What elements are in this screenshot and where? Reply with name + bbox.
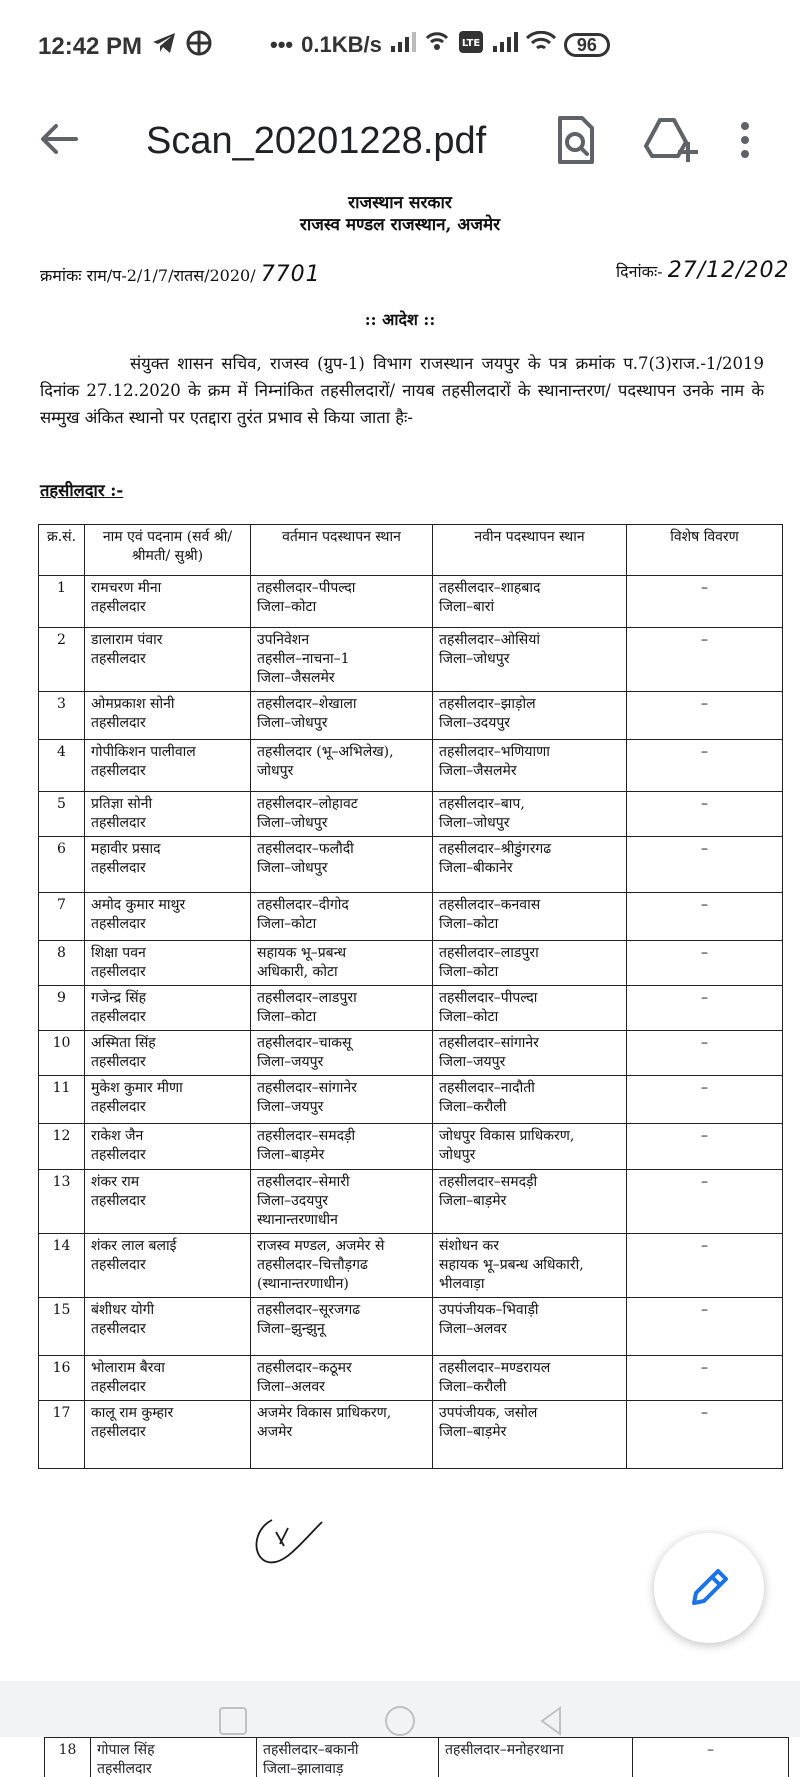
cell-sno: 7 [39, 893, 85, 941]
cell-name: ओमप्रकाश सोनी तहसीलदार [85, 692, 251, 740]
cell-name: भोलाराम बैरवा तहसीलदार [85, 1356, 251, 1401]
cell-remarks: – [627, 1234, 783, 1298]
cell-current: तहसीलदार–दीगोद जिला–कोटा [251, 893, 433, 941]
transfer-table [38, 524, 783, 1469]
table-row [39, 1076, 783, 1124]
more-vert-icon [730, 110, 760, 170]
table-row [39, 692, 783, 740]
status-time: 12:42 PM [38, 32, 143, 60]
find-in-page-icon [548, 110, 602, 170]
status-bar [0, 0, 800, 96]
document-title: Scan_20201228.pdf [146, 120, 487, 162]
cell-current: तहसीलदार–बकानी जिला–झालावाड़ [257, 1738, 439, 1777]
cell-new: तहसीलदार–भणियाणा जिला–जैसलमेर [433, 740, 627, 792]
cell-current: तहसीलदार–पीपल्दा जिला–कोटा [251, 576, 433, 628]
cell-current: तहसीलदार–लोहावट जिला–जोधपुर [251, 792, 433, 837]
telegram-icon [152, 32, 176, 61]
cell-remarks: – [627, 628, 783, 692]
status-left [38, 30, 212, 63]
table-row [39, 941, 783, 986]
cell-new: तहसीलदार–सांगानेर जिला–जयपुर [433, 1031, 627, 1076]
cell-new: तहसीलदार–लाडपुरा जिला–कोटा [433, 941, 627, 986]
cell-sno: 17 [39, 1401, 85, 1469]
cell-current: तहसीलदार–सूरजगढ जिला–झुन्झुनू [251, 1298, 433, 1356]
table-row [39, 1298, 783, 1356]
cell-name: अमोद कुमार माथुर तहसीलदार [85, 893, 251, 941]
cell-sno: 1 [39, 576, 85, 628]
cell-sno: 3 [39, 692, 85, 740]
svg-text:LTE: LTE [461, 38, 481, 49]
cell-name: शंकर लाल बलाई तहसीलदार [85, 1234, 251, 1298]
cell-new: तहसीलदार–कनवास जिला–कोटा [433, 893, 627, 941]
app-toolbar [0, 96, 800, 187]
cell-name: गोपीकिशन पालीवाल तहसीलदार [85, 740, 251, 792]
section-heading: तहसीलदार :- [40, 481, 124, 500]
cell-current: तहसीलदार–सांगानेर जिला–जयपुर [251, 1076, 433, 1124]
table-row [39, 986, 783, 1031]
table-row [39, 1170, 783, 1234]
cell-name: रामचरण मीना तहसीलदार [85, 576, 251, 628]
govt-header: राजस्थान सरकार [348, 193, 452, 213]
app-notification-icon [186, 30, 212, 63]
cell-remarks: – [627, 1076, 783, 1124]
cell-remarks: – [627, 740, 783, 792]
cell-sno: 4 [39, 740, 85, 792]
cell-current: राजस्व मण्डल, अजमेर से तहसीलदार–चित्तौड़गढ (स्थानान्तरणाधीन) [251, 1234, 433, 1298]
cell-remarks: – [627, 576, 783, 628]
table-row [39, 628, 783, 692]
cell-name: गजेन्द्र सिंह तहसीलदार [85, 986, 251, 1031]
cell-name: बंशीधर योगी तहसीलदार [85, 1298, 251, 1356]
order-paragraph: संयुक्त शासन सचिव, राजस्व (ग्रुप-1) विभाग राजस्थान जयपुर के पत्र क्रमांक प.7(3)राज.-1/2019 दिनांक 27.12.2020 के क्रम में निम्नांकित तहसीलदारों/ नायब तहसीलदारों के स्थानान्तरण/ पदस्थापन उनके नाम के सम्मुख अंकित स्थानो पर एतद्दारा तुरंत प्रभाव से किया जाता हैः- [40, 354, 764, 427]
more-options-button[interactable] [730, 110, 760, 170]
cell-sno: 13 [39, 1170, 85, 1234]
cell-name: कालू राम कुम्हार तहसीलदार [85, 1401, 251, 1469]
cell-sno: 14 [39, 1234, 85, 1298]
cell-new: तहसीलदार–शाहबाद जिला–बारां [433, 576, 627, 628]
cell-name: राकेश जैन तहसीलदार [85, 1124, 251, 1170]
network-speed: 0.1KB/s [301, 32, 382, 57]
cell-current: तहसीलदार–चाकसू जिला–जयपुर [251, 1031, 433, 1076]
cell-name: शंकर राम तहसीलदार [85, 1170, 251, 1234]
transfer-table-continued [44, 1737, 789, 1777]
cell-new: तहसीलदार–झाड़ोल जिला–उदयपुर [433, 692, 627, 740]
reference-number [40, 262, 321, 287]
table-row [39, 1234, 783, 1298]
reference-handwritten: 7701 [260, 262, 321, 287]
pencil-icon [684, 1563, 734, 1613]
cell-remarks: – [627, 893, 783, 941]
cell-sno: 8 [39, 941, 85, 986]
cell-current: अजमेर विकास प्राधिकरण, अजमेर [251, 1401, 433, 1469]
order-date [616, 258, 790, 283]
cell-remarks: – [627, 692, 783, 740]
add-to-drive-icon [640, 110, 700, 170]
home-icon [386, 1707, 414, 1735]
signal-icon-2 [492, 32, 518, 58]
cell-sno: 6 [39, 837, 85, 893]
cell-sno: 5 [39, 792, 85, 837]
col-header-new: नवीन पदस्थापन स्थान [433, 525, 627, 576]
cell-new: तहसीलदार–श्रीडुंगरगढ जिला–बीकानेर [433, 837, 627, 893]
back-nav-icon [542, 1708, 560, 1734]
signature-mark [250, 1508, 340, 1568]
cell-remarks: – [633, 1738, 789, 1777]
cell-current: सहायक भू–प्रबन्ध अधिकारी, कोटा [251, 941, 433, 986]
cell-sno: 11 [39, 1076, 85, 1124]
cell-name: प्रतिज्ञा सोनी तहसीलदार [85, 792, 251, 837]
cell-sno: 2 [39, 628, 85, 692]
pdf-page-2[interactable] [0, 1737, 800, 1777]
cell-sno: 16 [39, 1356, 85, 1401]
table-row [39, 1356, 783, 1401]
table-row [45, 1738, 789, 1777]
add-to-drive-button[interactable] [640, 110, 694, 170]
cell-name: शिक्षा पवन तहसीलदार [85, 941, 251, 986]
table-header-row [39, 525, 783, 576]
cell-new: जोधपुर विकास प्राधिकरण, जोधपुर [433, 1124, 627, 1170]
table-row [39, 576, 783, 628]
cell-name: डालाराम पंवार तहसीलदार [85, 628, 251, 692]
cell-remarks: – [627, 837, 783, 893]
arrow-back-icon [34, 114, 84, 164]
cell-current: तहसीलदार–कठूमर जिला–अलवर [251, 1356, 433, 1401]
cell-name: गोपाल सिंह तहसीलदार [91, 1738, 257, 1777]
table-row [39, 837, 783, 893]
cell-current: तहसीलदार–समदड़ी जिला–बाड़मेर [251, 1124, 433, 1170]
cell-sno: 9 [39, 986, 85, 1031]
cell-name: महावीर प्रसाद तहसीलदार [85, 837, 251, 893]
table-row [39, 893, 783, 941]
col-header-sno: क्र.सं. [39, 525, 85, 576]
col-header-name: नाम एवं पदनाम (सर्व श्री/ श्रीमती/ सुश्री) [85, 525, 251, 576]
cell-sno: 18 [45, 1738, 91, 1777]
wifi-icon [526, 31, 556, 59]
cell-current: तहसीलदार–लाडपुरा जिला–कोटा [251, 986, 433, 1031]
pdf-page[interactable] [0, 186, 800, 1681]
cell-name: अस्मिता सिंह तहसीलदार [85, 1031, 251, 1076]
cell-new: उपपंजीयक, जसोल जिला–बाड़मेर [433, 1401, 627, 1469]
status-right [270, 30, 610, 60]
table-row [39, 740, 783, 792]
date-label: दिनांकः- [616, 262, 663, 281]
cell-new: तहसीलदार–ओसियां जिला–जोधपुर [433, 628, 627, 692]
cell-new: तहसीलदार–बाप, जिला–जोधपुर [433, 792, 627, 837]
hotspot-icon [424, 30, 450, 60]
table-row [39, 1401, 783, 1469]
cell-remarks: – [627, 986, 783, 1031]
recents-icon [220, 1708, 246, 1734]
cell-name: मुकेश कुमार मीणा तहसीलदार [85, 1076, 251, 1124]
cell-remarks: – [627, 792, 783, 837]
signal-icon [390, 32, 416, 58]
cell-remarks: – [627, 1170, 783, 1234]
cell-remarks: – [627, 1356, 783, 1401]
cell-current: तहसीलदार–फलौदी जिला–जोधपुर [251, 837, 433, 893]
cell-remarks: – [627, 1031, 783, 1076]
cell-current: तहसीलदार–शेखाला जिला–जोधपुर [251, 692, 433, 740]
cell-current: तहसीलदार (भू–अभिलेख), जोधपुर [251, 740, 433, 792]
search-in-document-button[interactable] [548, 110, 602, 170]
cell-remarks: – [627, 1298, 783, 1356]
cell-new: संशोधन कर सहायक भू–प्रबन्ध अधिकारी, भीलवाड़ा [433, 1234, 627, 1298]
date-handwritten: 27/12/202 [667, 258, 790, 283]
cell-sno: 10 [39, 1031, 85, 1076]
order-title: :: आदेश :: [364, 310, 436, 329]
table-row [39, 1031, 783, 1076]
cell-remarks: – [627, 1401, 783, 1469]
board-header: राजस्व मण्डल राजस्थान, अजमेर [299, 215, 501, 235]
cell-sno: 15 [39, 1298, 85, 1356]
volte-icon [458, 30, 484, 60]
cell-current: तहसीलदार–सेमारी जिला–उदयपुर स्थानान्तरणाधीन [251, 1170, 433, 1234]
cell-new: तहसीलदार–समदड़ी जिला–बाड़मेर [433, 1170, 627, 1234]
table-row [39, 1124, 783, 1170]
cell-remarks: – [627, 1124, 783, 1170]
system-nav-bar [200, 1700, 600, 1740]
col-header-remarks: विशेष विवरण [627, 525, 783, 576]
table-row [39, 792, 783, 837]
cell-sno: 12 [39, 1124, 85, 1170]
cell-new: तहसीलदार–मण्डरायल जिला–करौली [433, 1356, 627, 1401]
battery-level: 96 [576, 35, 597, 55]
cell-new: तहसीलदार–पीपल्दा जिला–कोटा [433, 986, 627, 1031]
reference-label: क्रमांकः राम/प-2/1/7/रातस/2020/ [40, 266, 256, 285]
battery-icon [564, 33, 610, 57]
cell-new: उपपंजीयक–भिवाड़ी जिला–अलवर [433, 1298, 627, 1356]
cell-new: तहसीलदार–मनोहरथाना [439, 1738, 633, 1777]
more-notifications-icon: ••• [270, 32, 294, 57]
cell-remarks: – [627, 941, 783, 986]
cell-new: तहसीलदार–नादौती जिला–करौली [433, 1076, 627, 1124]
edit-fab-button[interactable] [654, 1533, 764, 1643]
cell-current: उपनिवेशन तहसील–नाचना–1 जिला–जैसलमेर [251, 628, 433, 692]
back-button[interactable] [34, 114, 84, 164]
col-header-current: वर्तमान पदस्थापन स्थान [251, 525, 433, 576]
